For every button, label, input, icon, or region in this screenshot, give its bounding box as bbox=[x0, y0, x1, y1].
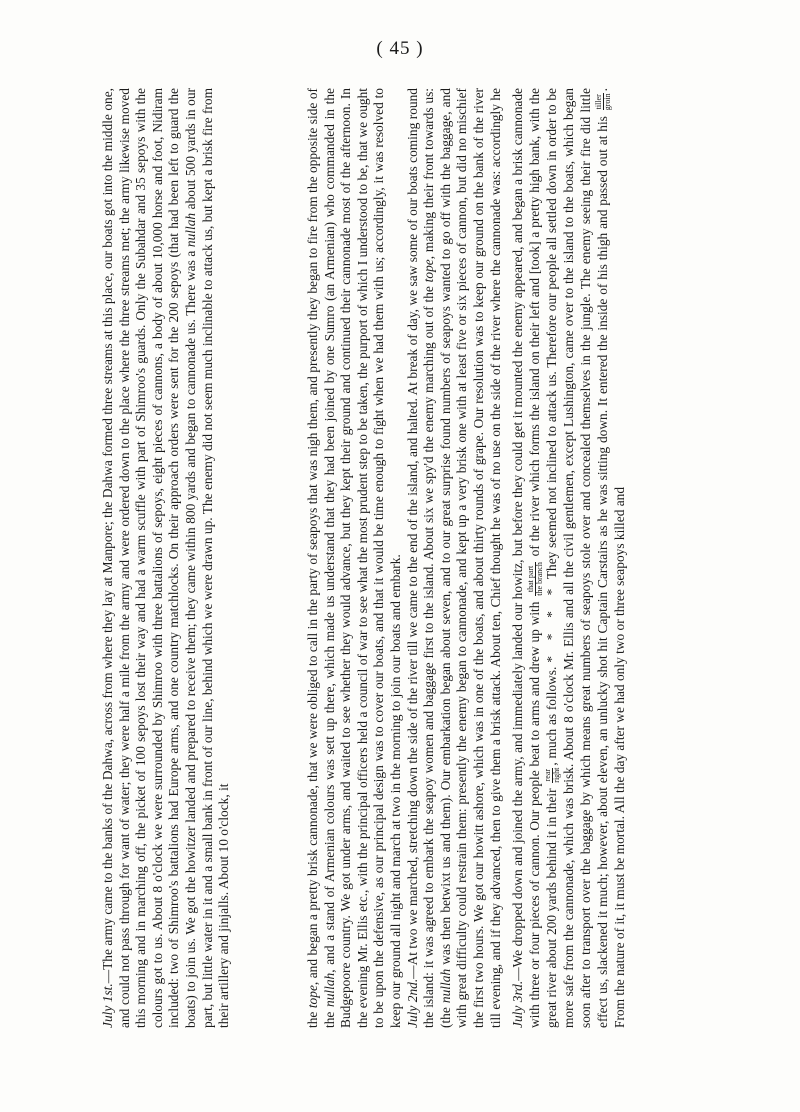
text-band-july-3 bbox=[506, 82, 711, 1034]
page-number: ( 45 ) bbox=[376, 38, 424, 59]
interlinear-note: that part the branch bbox=[526, 562, 545, 596]
asterisks: * * * * bbox=[544, 582, 560, 663]
interlinear-note: rear right bbox=[543, 767, 562, 783]
paragraph-july-3: July 3rd.—We dropped down and joined the army, and immediately landed our howitz, but before they could get it mounted the enemy appeared, and began a brisk cannonade with three or four pieces of cannon. Our people beat to arms and drew up with that part the branch of the river which forms the island on their left and [took] a pretty high bank, with the great river about 200 yards behind it in their rear right , much as follows.* * * * They seemed not inclined to attack us. Therefore our people all settled down in order to be more safe from the cannonade, which was brisk. About 8 o'clock Mr. Ellis and all the civil gentlemen, except Lushington, came over to the island to the boats, which began soon after to transport over the baggage by which means great numbers of seapoys stole over and concealed themselves in the jungle. The enemy seeing their fire did little effect us, slackened it much; however, about eleven, an unlucky shot hit Captain Carstairs as he was sitting down. It entered the inside of his thigh and passed out at his tiller groin . From the nature of it, it must be mortal. All the day after we had only two or three seapoys killed and bbox=[510, 88, 628, 1028]
rotated-text-block bbox=[96, 82, 712, 1034]
date-lead: July 2nd. bbox=[404, 978, 420, 1028]
text-band-july-2 bbox=[301, 82, 506, 1034]
paragraph-continuation: the tope, and began a pretty brisk cannonade, that we were obliged to call in the party of seapoys that was nigh them, and presently they began to fire from the opposite side of the nullah, and a stand of Armenian colours was sett up there, which made us understand that they had been joined by one Sumro (an Armenian) who commanded in the Budgepoore country. We got under arms, and waited to see whether they would advance, but they kept their ground and continued their cannonade most of the afternoon. In the evening Mr. Ellis etc., with the principal officers held a council of war to see what the most prudent step to be taken, the purport of which I understood to be, that we ought to be upon the defensive, as our principal design was to cover our boats, and that it would be time enough to fight when we had them with us; accordingly, it was resolved to keep our ground all night and march at two in the morning to join our boats and embark. bbox=[305, 88, 403, 1028]
date-lead: July 1st. bbox=[100, 983, 115, 1028]
date-lead: July 3rd. bbox=[510, 980, 525, 1028]
interlinear-note: tiller groin bbox=[594, 93, 613, 111]
paragraph-july-1: July 1st.—The army came to the banks of the Dahwa, across from where they lay at Manpore; the Dahwa formed three streams at this place, our boats got into the middle one, and could not pass through for want of water; they were half a mile from the army and were ordered down to the place where the three streams met; the army likewise moved this morning and in marching off, the picket of 100 sepoys lost their way and had a warm scuffle with part of Shimroo's guards. Only the Subahdar and 35 sepoys with the colours got to us. About 8 o'clock we were surrounded by Shimroo with three battalions of sepoys, eight pieces of cannons, a body of about 10,000 horse and foot, Nidiram included: two of Shimroo's battalions had Europe arms, and one country matchlocks. On their approach orders were sent for the 200 sepoys (that had been left to guard the boats) to join us. We got the howitzer landed and prepared to receive them; they came within 800 yards and began to cannonade us. There was a nullah about 500 yards in our part, but little water in it and a small bank in front of our line, behind which we were drawn up. The enemy did not seem much inclinable to attack us, but kept a brisk fire from their artillery and jinjalls. About 10 o'clock, it bbox=[100, 87, 232, 1028]
paragraph-july-2: July 2nd.—At two we marched, stretching down the side of the river till we came to the end of the island, and halted. At break of day, we saw some of our boats coming round the island: it was agreed to embark the seapoy women and baggage first to the island. About six we spy'd the enemy marching out of the tope, making their front towards us: (the nullah was then betwixt us and them). Our embarkation began about seven, and to our great surprise found numbers of seapoys wanted to go off with the baggage, and with great difficulty could restrain them: presently the enemy began to cannonade, and kept up a very brisk one with at least five or six pieces of cannon, but did no mischief the first two hours. We got our howitt ashore, which was in one of the boats, and about thirty rounds of grape. Our resolution was to keep our ground on the bank of the river till evening, and if they advanced, then to give them a brisk attack. About ten, Chief thought he was of no use on the side of the river where the cannonade was: accordingly he bbox=[404, 87, 503, 1028]
text-band-july-1 bbox=[96, 82, 301, 1034]
